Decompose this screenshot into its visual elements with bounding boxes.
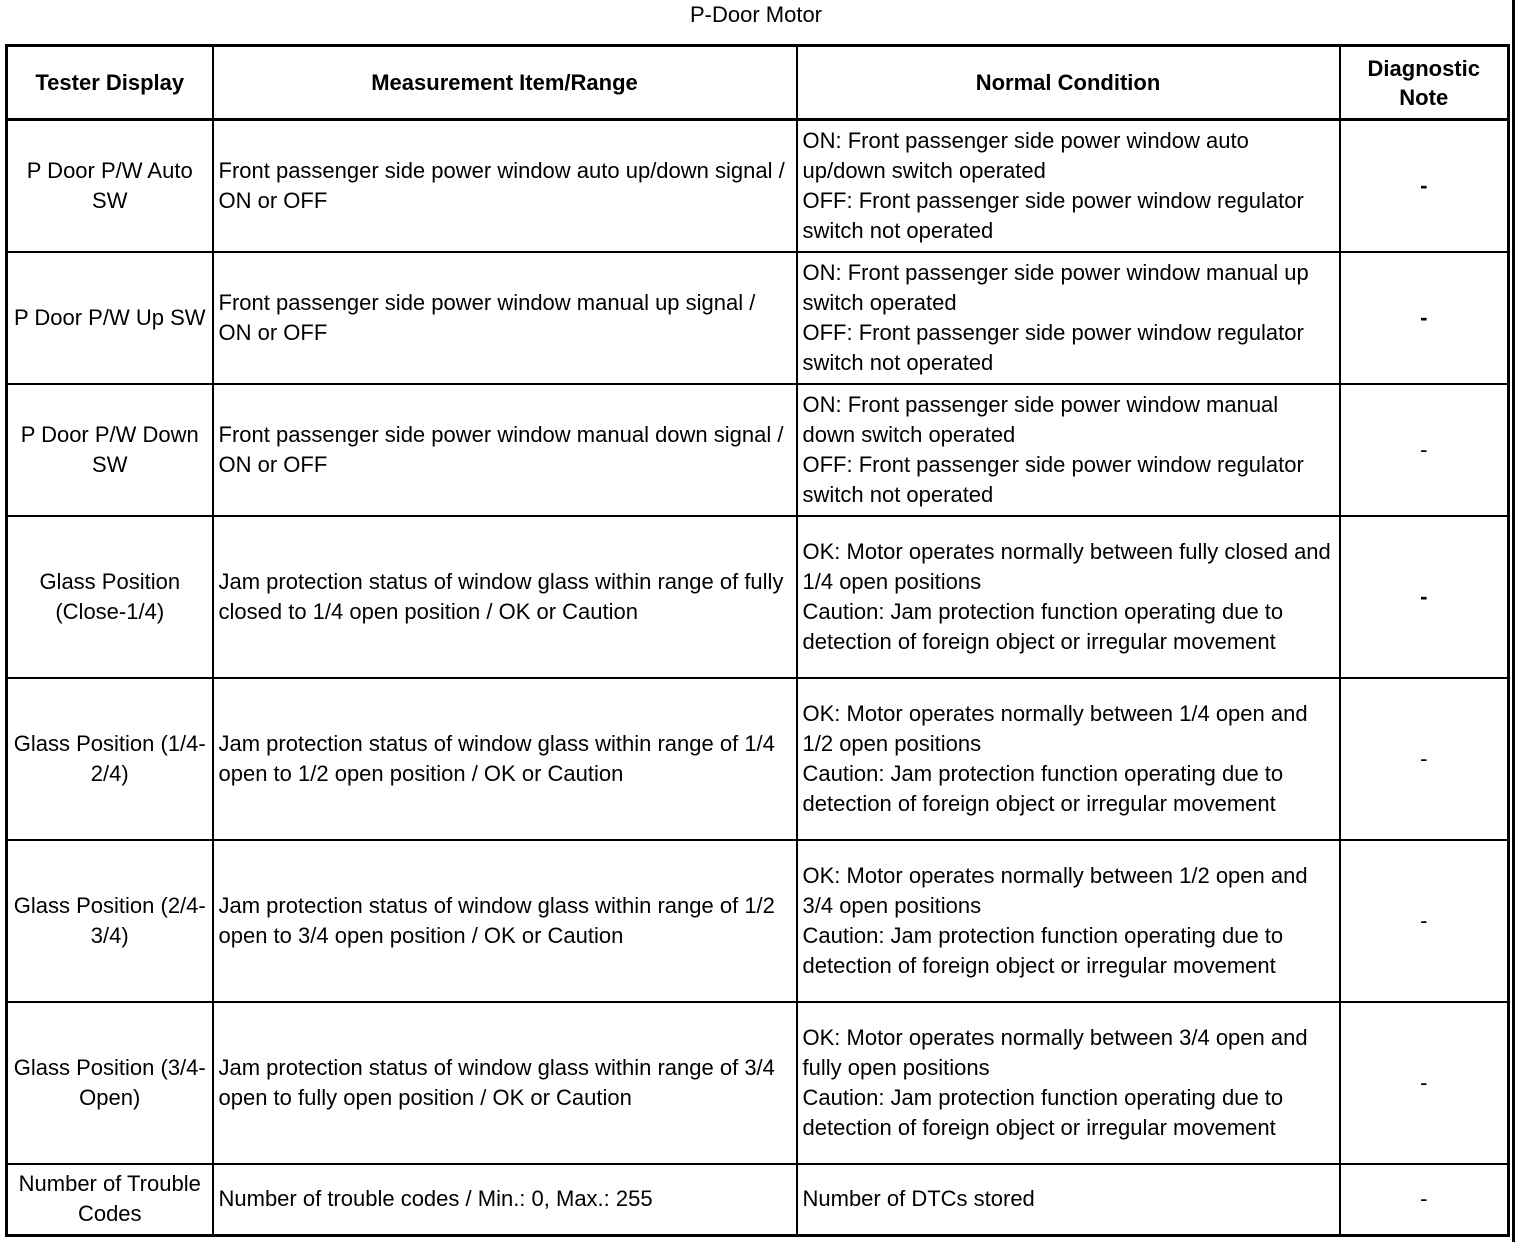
table-row [7,252,1509,384]
table-row [7,1002,1509,1164]
header-measurement-range: Measurement Item/Range [213,46,797,120]
cell-normal-condition [797,1164,1340,1236]
cell-diagnostic-note: - [1340,384,1509,516]
table-row [7,516,1509,678]
cell-measurement-range: Front passenger side power window auto up/down signal / ON or OFF [213,120,797,252]
cell-measurement-range: Number of trouble codes / Min.: 0, Max.: 255 [213,1164,797,1236]
condition-line: ON: Front passenger side power window manual down switch operated [802,391,1279,447]
data-list-table [5,44,1510,1237]
table-row [7,120,1509,252]
condition-line: OFF: Front passenger side power window regulator switch not operated [802,451,1304,507]
cell-tester-display: P Door P/W Down SW [7,384,213,516]
cell-diagnostic-note: - [1340,1164,1509,1236]
cell-normal-condition [797,120,1340,252]
cell-tester-display: Glass Position (1/4-2/4) [7,678,213,840]
condition-line: OK: Motor operates normally between fully closed and 1/4 open positions [802,538,1331,594]
cell-diagnostic-note: - [1340,516,1509,678]
cell-measurement-range: Jam protection status of window glass within range of fully closed to 1/4 open position / OK or Caution [213,516,797,678]
cell-measurement-range: Front passenger side power window manual down signal / ON or OFF [213,384,797,516]
table-row [7,1164,1509,1236]
condition-line: OK: Motor operates normally between 1/2 open and 3/4 open positions [802,862,1308,918]
condition-line: OFF: Front passenger side power window regulator switch not operated [802,319,1304,375]
table-header-row [7,46,1509,120]
header-diagnostic-note: Diagnostic Note [1340,46,1509,120]
condition-line: ON: Front passenger side power window manual up switch operated [802,259,1309,315]
cell-normal-condition [797,384,1340,516]
condition-line: OFF: Front passenger side power window regulator switch not operated [802,187,1304,243]
condition-line: Number of DTCs stored [802,1186,1035,1212]
cell-tester-display: Number of Trouble Codes [7,1164,213,1236]
header-normal-condition: Normal Condition [797,46,1340,120]
cell-measurement-range: Jam protection status of window glass within range of 1/2 open to 3/4 open position / OK or Caution [213,840,797,1002]
cell-normal-condition [797,840,1340,1002]
cell-normal-condition [797,252,1340,384]
cell-measurement-range: Front passenger side power window manual up signal / ON or OFF [213,252,797,384]
header-tester-display: Tester Display [7,46,213,120]
cell-tester-display: Glass Position (3/4-Open) [7,1002,213,1164]
cell-diagnostic-note: - [1340,252,1509,384]
condition-line: Caution: Jam protection function operating due to detection of foreign object or irregular movement [802,922,1284,978]
cell-tester-display: P Door P/W Up SW [7,252,213,384]
condition-line: OK: Motor operates normally between 1/4 open and 1/2 open positions [802,700,1308,756]
cell-normal-condition [797,516,1340,678]
table-row [7,840,1509,1002]
table-caption: P-Door Motor [689,2,823,27]
cell-measurement-range: Jam protection status of window glass within range of 1/4 open to 1/2 open position / OK or Caution [213,678,797,840]
table-row [7,678,1509,840]
cell-diagnostic-note: - [1340,1002,1509,1164]
table-row [7,384,1509,516]
condition-line: Caution: Jam protection function operating due to detection of foreign object or irregular movement [802,1084,1284,1140]
cell-tester-display: Glass Position (Close-1/4) [7,516,213,678]
cell-diagnostic-note: - [1340,120,1509,252]
cell-measurement-range: Jam protection status of window glass within range of 3/4 open to fully open position / OK or Caution [213,1002,797,1164]
condition-line: OK: Motor operates normally between 3/4 open and fully open positions [802,1024,1308,1080]
cell-normal-condition [797,1002,1340,1164]
cell-tester-display: P Door P/W Auto SW [7,120,213,252]
cell-normal-condition [797,678,1340,840]
condition-line: ON: Front passenger side power window auto up/down switch operated [802,127,1249,183]
cell-diagnostic-note: - [1340,678,1509,840]
condition-line: Caution: Jam protection function operating due to detection of foreign object or irregular movement [802,760,1284,816]
cell-diagnostic-note: - [1340,840,1509,1002]
page-edge-rule [1512,0,1515,1242]
cell-tester-display: Glass Position (2/4-3/4) [7,840,213,1002]
condition-line: Caution: Jam protection function operating due to detection of foreign object or irregular movement [802,598,1284,654]
